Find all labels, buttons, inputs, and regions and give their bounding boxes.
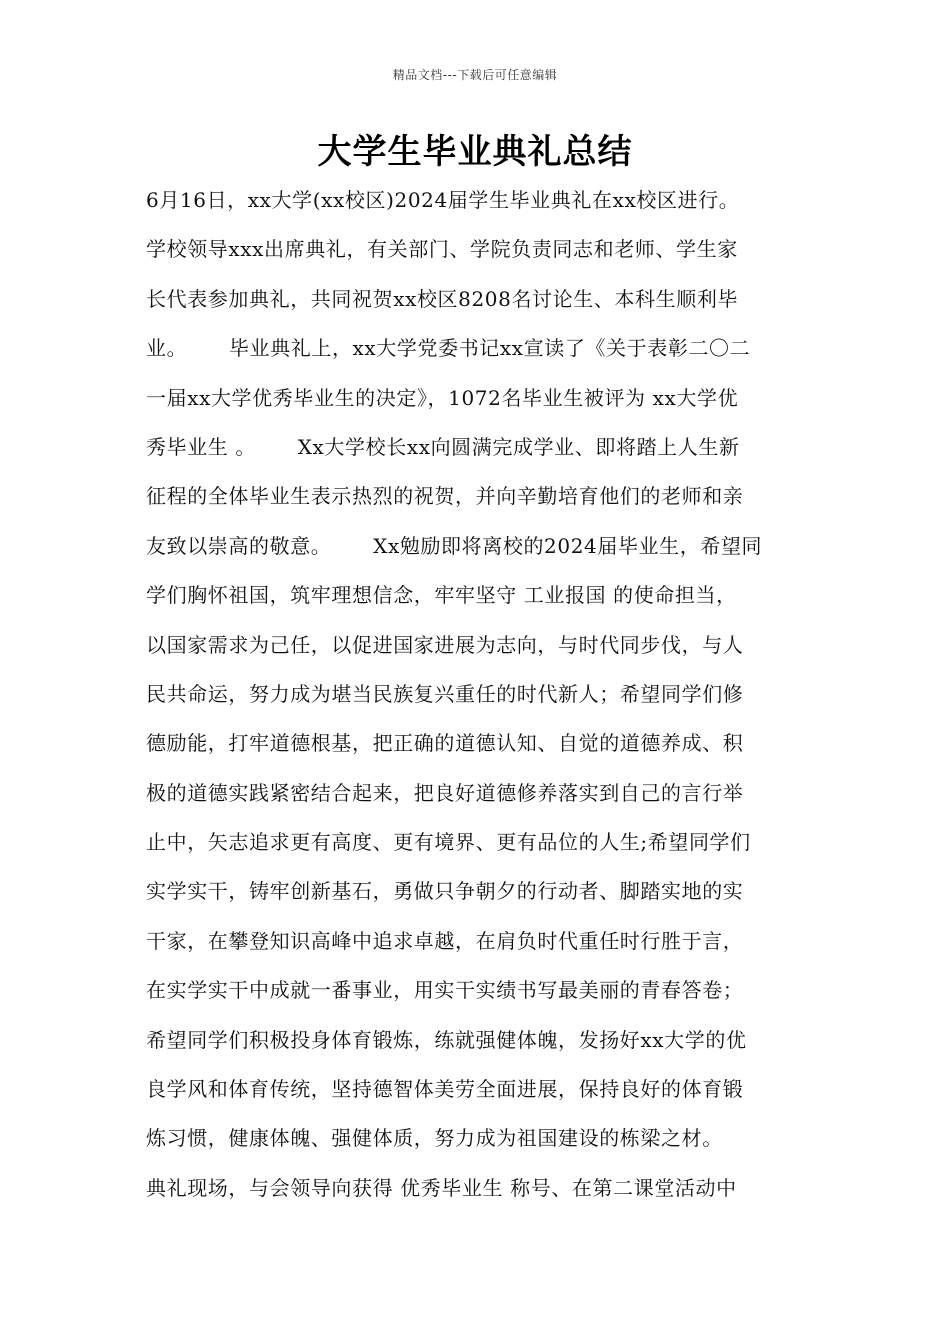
text-line: 在实学实干中成就一番事业，用实干实绩书写最美丽的青春答卷； bbox=[146, 978, 744, 1003]
header-note: 精品文档---下载后可任意编辑 bbox=[392, 68, 558, 82]
text-line: 德励能，打牢道德根基，把正确的道德认知、自觉的道德养成、积 bbox=[146, 731, 744, 756]
text-line: 秀毕业生 。 Xx大学校长xx向圆满完成学业、即将踏上人生新 bbox=[146, 434, 740, 459]
text-line: 学校领导xxx出席典礼，有关部门、学院负责同志和老师、学生家 bbox=[146, 237, 738, 262]
text-line: 炼习惯，健康体魄、强健体质，努力成为祖国建设的栋梁之材。 bbox=[146, 1126, 723, 1151]
text-line: 止中，矢志追求更有高度、更有境界、更有品位的人生;希望同学们 bbox=[146, 830, 751, 855]
text-line: 干家，在攀登知识高峰中追求卓越，在肩负时代重任时行胜于言， bbox=[146, 928, 744, 953]
text-line: 6月16日，xx大学(xx校区)2024届学生毕业典礼在xx校区进行。 bbox=[146, 188, 740, 212]
text-line: 良学风和体育传统，坚持德智体美劳全面进展，保持良好的体育锻 bbox=[146, 1077, 744, 1102]
text-line: 业。 毕业典礼上，xx大学党委书记xx宣读了《关于表彰二〇二 bbox=[146, 336, 751, 361]
body-text bbox=[146, 180, 806, 1217]
text-line: 友致以崇高的敬意。 Xx勉励即将离校的2024届毕业生，希望同 bbox=[146, 533, 763, 558]
text-line: 实学实干，铸牢创新基石，勇做只争朝夕的行动者、脚踏实地的实 bbox=[146, 879, 744, 904]
text-line: 极的道德实践紧密结合起来，把良好道德修养落实到自己的言行举 bbox=[146, 780, 744, 805]
text-line: 典礼现场，与会领导向获得 优秀毕业生 称号、在第二课堂活动中 bbox=[146, 1175, 737, 1200]
document-title: 大学生毕业典礼总结 bbox=[317, 132, 633, 172]
text-line: 以国家需求为己任，以促进国家进展为志向，与时代同步伐，与人 bbox=[146, 632, 744, 657]
text-line: 学们胸怀祖国，筑牢理想信念，牢牢坚守 工业报国 的使命担当， bbox=[146, 583, 737, 608]
text-line: 长代表参加典礼，共同祝贺xx校区8208名讨论生、本科生顺利毕 bbox=[146, 286, 739, 311]
text-line: 一届xx大学优秀毕业生的决定》，1072名毕业生被评为 xx大学优 bbox=[146, 385, 739, 410]
text-line: 民共命运，努力成为堪当民族复兴重任的时代新人；希望同学们修 bbox=[146, 681, 744, 706]
text-line: 希望同学们积极投身体育锻炼，练就强健体魄，发扬好xx大学的优 bbox=[146, 1027, 747, 1052]
text-line: 征程的全体毕业生表示热烈的祝贺，并向辛勤培育他们的老师和亲 bbox=[146, 484, 744, 509]
